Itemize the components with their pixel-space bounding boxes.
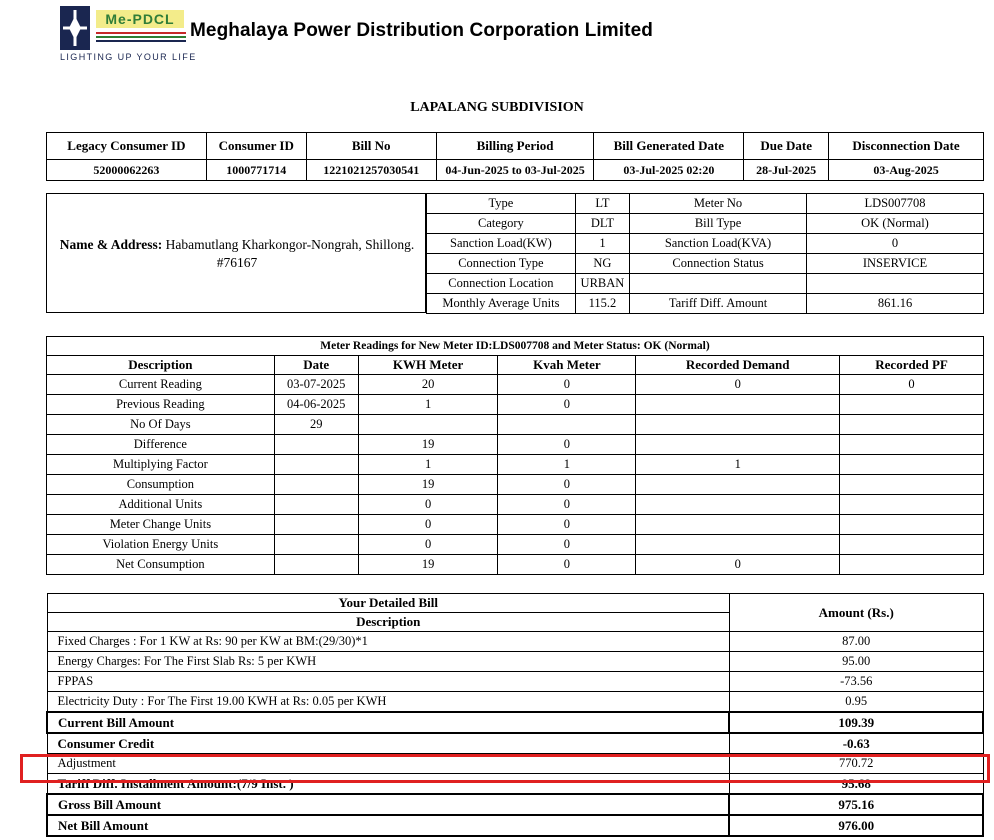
meter-cell: 0 — [498, 395, 636, 415]
bill-row-amount: 770.72 — [729, 754, 983, 774]
meter-cell: 19 — [358, 475, 498, 495]
meter-cell — [274, 455, 358, 475]
meter-col-recorded-demand: Recorded Demand — [636, 356, 840, 375]
meter-col-recorded-pf: Recorded PF — [840, 356, 984, 375]
legacy-consumer-id-header: Legacy Consumer ID — [47, 133, 207, 160]
bill-row — [47, 794, 983, 815]
meter-cell: 04-06-2025 — [274, 395, 358, 415]
meter-cell: 0 — [498, 495, 636, 515]
bill-row — [47, 672, 983, 692]
bill-row-amount: 0.95 — [729, 692, 983, 713]
meter-cell — [636, 415, 840, 435]
meter-cell: 20 — [358, 375, 498, 395]
connection-row — [427, 194, 984, 214]
connection-row — [427, 274, 984, 294]
meter-cell — [840, 415, 984, 435]
meter-cell — [840, 475, 984, 495]
meter-row — [47, 495, 984, 515]
meter-cell — [636, 475, 840, 495]
bill-row-description: Current Bill Amount — [47, 712, 729, 733]
meter-cell: 1 — [358, 455, 498, 475]
bill-row-description: Energy Charges: For The First Slab Rs: 5 per KWH — [47, 652, 729, 672]
legacy-consumer-id-value: 52000062263 — [47, 160, 207, 181]
bill-row-description: Tariff Diff. Installment Amount:(7/9 Inst. ) — [47, 774, 729, 795]
bill-row-amount: 109.39 — [729, 712, 983, 733]
connection-row — [427, 234, 984, 254]
bill-row-description: Adjustment — [47, 754, 729, 774]
meter-cell — [274, 495, 358, 515]
bill-row-amount: 95.68 — [729, 774, 983, 795]
meter-cell — [636, 515, 840, 535]
meter-col-kwh: KWH Meter — [358, 356, 498, 375]
connection-cell: Connection Status — [630, 254, 807, 274]
bill-row-amount: 87.00 — [729, 632, 983, 652]
connection-cell: NG — [575, 254, 629, 274]
meter-cell — [274, 435, 358, 455]
name-address-value: Habamutlang Kharkongor-Nongrah, Shillong. #76167 — [165, 237, 415, 270]
logo-stripes — [96, 32, 186, 46]
billing-period-header: Billing Period — [436, 133, 594, 160]
bill-row — [47, 733, 983, 754]
connection-cell: Meter No — [630, 194, 807, 214]
meter-row — [47, 435, 984, 455]
meter-cell: Meter Change Units — [47, 515, 275, 535]
meter-cell: Additional Units — [47, 495, 275, 515]
bill-row — [47, 632, 983, 652]
meter-cell: Difference — [47, 435, 275, 455]
connection-cell: LT — [575, 194, 629, 214]
meter-readings-table — [46, 336, 984, 575]
due-date-header: Due Date — [744, 133, 829, 160]
bill-row-amount: -73.56 — [729, 672, 983, 692]
meter-row — [47, 415, 984, 435]
meter-cell: 0 — [636, 555, 840, 575]
name-address-box — [46, 193, 426, 313]
amount-header: Amount (Rs.) — [729, 594, 983, 632]
connection-cell: INSERVICE — [807, 254, 984, 274]
logo-tagline: LIGHTING UP YOUR LIFE — [60, 52, 197, 62]
bill-description-header: Description — [47, 613, 729, 632]
bill-no-value: 1221021257030541 — [306, 160, 436, 181]
bill-row-amount: 95.00 — [729, 652, 983, 672]
bill-row-description: Fixed Charges : For 1 KW at Rs: 90 per KW at BM:(29/30)*1 — [47, 632, 729, 652]
meter-cell: 0 — [358, 535, 498, 555]
connection-cell: LDS007708 — [807, 194, 984, 214]
consumer-id-header: Consumer ID — [206, 133, 306, 160]
connection-cell: 1 — [575, 234, 629, 254]
meter-cell: 19 — [358, 555, 498, 575]
meter-readings-caption: Meter Readings for New Meter ID:LDS007708 and Meter Status: OK (Normal) — [47, 337, 984, 356]
meter-cell — [840, 535, 984, 555]
detailed-bill-title: Your Detailed Bill — [47, 594, 729, 613]
meter-cell: 0 — [498, 535, 636, 555]
bill-row — [47, 712, 983, 733]
meter-cell: 0 — [840, 375, 984, 395]
due-date-value: 28-Jul-2025 — [744, 160, 829, 181]
consumer-id-value: 1000771714 — [206, 160, 306, 181]
connection-cell: Monthly Average Units — [427, 294, 576, 314]
disconnection-date-header: Disconnection Date — [829, 133, 984, 160]
meter-col-kvah: Kvah Meter — [498, 356, 636, 375]
connection-cell: 861.16 — [807, 294, 984, 314]
meter-cell — [636, 535, 840, 555]
meter-cell: 03-07-2025 — [274, 375, 358, 395]
bill-row — [47, 652, 983, 672]
connection-cell: 115.2 — [575, 294, 629, 314]
connection-cell: Type — [427, 194, 576, 214]
connection-details-table — [426, 193, 984, 314]
bill-row-description: Net Bill Amount — [47, 815, 729, 836]
connection-cell: DLT — [575, 214, 629, 234]
connection-cell: Sanction Load(KVA) — [630, 234, 807, 254]
bill-row — [47, 815, 983, 836]
meter-cell — [840, 455, 984, 475]
meter-cell: Previous Reading — [47, 395, 275, 415]
logo-brand-text: Me-PDCL — [96, 10, 184, 28]
meter-cell: 1 — [358, 395, 498, 415]
meter-row — [47, 395, 984, 415]
meter-cell: 0 — [498, 555, 636, 575]
meter-cell: Multiplying Factor — [47, 455, 275, 475]
meter-cell: 0 — [498, 475, 636, 495]
meter-row — [47, 375, 984, 395]
connection-row — [427, 294, 984, 314]
meter-row — [47, 535, 984, 555]
bill-row — [47, 692, 983, 713]
meter-cell — [840, 495, 984, 515]
disconnection-date-value: 03-Aug-2025 — [829, 160, 984, 181]
connection-cell: Tariff Diff. Amount — [630, 294, 807, 314]
connection-cell — [630, 274, 807, 294]
connection-cell — [807, 274, 984, 294]
logo-mark — [60, 6, 90, 50]
connection-cell: Connection Type — [427, 254, 576, 274]
name-address — [47, 236, 427, 272]
meter-cell: Violation Energy Units — [47, 535, 275, 555]
meter-cell — [498, 415, 636, 435]
connection-cell: Bill Type — [630, 214, 807, 234]
meter-cell: 19 — [358, 435, 498, 455]
bill-row-description: Electricity Duty : For The First 19.00 KWH at Rs: 0.05 per KWH — [47, 692, 729, 713]
meter-cell — [636, 495, 840, 515]
meter-cell — [840, 515, 984, 535]
connection-cell: 0 — [807, 234, 984, 254]
meter-cell: 1 — [498, 455, 636, 475]
bill-row-amount: -0.63 — [729, 733, 983, 754]
meter-cell: 0 — [358, 495, 498, 515]
meter-cell — [274, 535, 358, 555]
meter-cell — [274, 515, 358, 535]
meter-cell — [274, 555, 358, 575]
bill-generated-date-value: 03-Jul-2025 02:20 — [594, 160, 744, 181]
bill-row-amount: 975.16 — [729, 794, 983, 815]
connection-cell: Category — [427, 214, 576, 234]
meter-cell: 0 — [498, 375, 636, 395]
bill-generated-date-header: Bill Generated Date — [594, 133, 744, 160]
meter-cell: Current Reading — [47, 375, 275, 395]
meter-cell: 0 — [498, 515, 636, 535]
meter-cell — [840, 555, 984, 575]
meter-cell: 0 — [358, 515, 498, 535]
meter-cell: No Of Days — [47, 415, 275, 435]
bill-row-amount: 976.00 — [729, 815, 983, 836]
bill-row-description: Consumer Credit — [47, 733, 729, 754]
name-address-label: Name & Address: — [59, 237, 163, 252]
meter-row — [47, 555, 984, 575]
connection-cell: URBAN — [575, 274, 629, 294]
meter-cell — [636, 395, 840, 415]
meter-cell — [274, 475, 358, 495]
meter-cell — [358, 415, 498, 435]
meter-cell — [636, 435, 840, 455]
subdivision-title: LAPALANG SUBDIVISION — [410, 100, 584, 115]
company-logo — [60, 6, 188, 52]
meter-cell — [840, 435, 984, 455]
meter-cell: 1 — [636, 455, 840, 475]
meter-cell: 0 — [636, 375, 840, 395]
connection-row — [427, 214, 984, 234]
meter-cell: 29 — [274, 415, 358, 435]
detailed-bill-table — [46, 593, 984, 837]
meter-cell: Consumption — [47, 475, 275, 495]
billing-period-value: 04-Jun-2025 to 03-Jul-2025 — [436, 160, 594, 181]
meter-row — [47, 455, 984, 475]
meter-cell: 0 — [498, 435, 636, 455]
meter-row — [47, 475, 984, 495]
meter-cell: Net Consumption — [47, 555, 275, 575]
bill-info-table — [46, 132, 984, 181]
meter-col-description: Description — [47, 356, 275, 375]
meter-cell — [840, 395, 984, 415]
meter-col-date: Date — [274, 356, 358, 375]
connection-cell: Connection Location — [427, 274, 576, 294]
connection-cell: OK (Normal) — [807, 214, 984, 234]
connection-row — [427, 254, 984, 274]
bill-no-header: Bill No — [306, 133, 436, 160]
connection-cell: Sanction Load(KW) — [427, 234, 576, 254]
meter-row — [47, 515, 984, 535]
bill-row-description: Gross Bill Amount — [47, 794, 729, 815]
adjustment-highlight-box — [20, 754, 990, 783]
company-name: Meghalaya Power Distribution Corporation Limited — [190, 20, 653, 41]
bill-row-description: FPPAS — [47, 672, 729, 692]
